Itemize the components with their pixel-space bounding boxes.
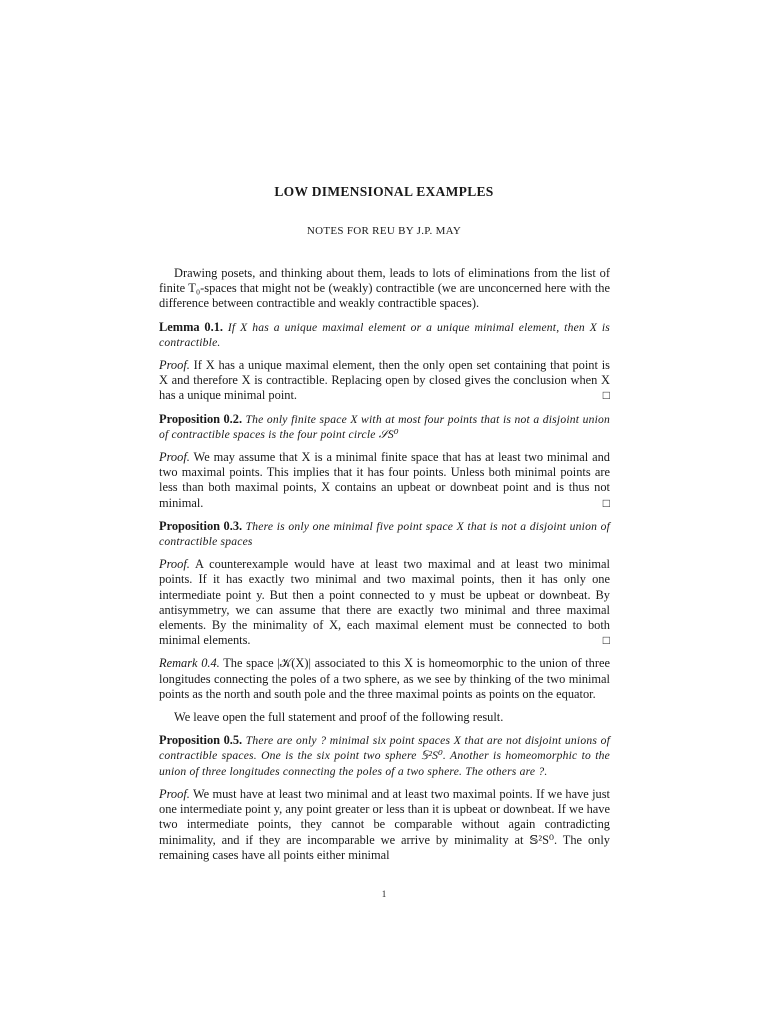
proposition-statement: There are only ? minimal six point spaces X that are not disjoint unions of contractible spaces. One is the six point two sphere 𝕊²S⁰. Another is homeomorphic to the union of three longitudes connecting the poles of a two sphere. The others are ?. — [159, 734, 610, 778]
paper-title: LOW DIMENSIONAL EXAMPLES — [274, 184, 494, 199]
proof-0-5 — [159, 787, 610, 863]
proof-text: If X has a unique maximal element, then the only open set containing that point is X and therefore X is contractible. Replacing open by closed gives the conclusion when X has a unique minimal point. — [159, 358, 610, 403]
proof-text: A counterexample would have at least two maximal and at least two minimal points. If it has exactly two minimal and two maximal points, then it has only one intermediate point y. But then a point connected to y must be upbeat or downbeat. By antisymmetry, we can assume that there are exactly two minimal and three maximal elements. By the minimality of X, each maximal element must be connected to both minimal elements. — [159, 557, 610, 648]
proof-0-2 — [159, 450, 610, 511]
qed-symbol: □ — [602, 633, 610, 648]
proposition-statement: The only finite space X with at most four points that is not a disjoint union of contractible spaces is the four point circle 𝒮S⁰ — [159, 412, 610, 441]
lemma-statement: If X has a unique maximal element or a unique minimal element, then X is contractible. — [159, 320, 610, 349]
proposition-0-3 — [159, 519, 610, 549]
proof-label: Proof. — [159, 557, 190, 572]
proof-label: Proof. — [159, 786, 190, 801]
proposition-0-5 — [159, 733, 610, 779]
proposition-heading: Proposition 0.3. — [159, 518, 243, 533]
qed-symbol: □ — [602, 388, 610, 403]
remark-label: Remark 0.4. — [159, 656, 220, 671]
leave-open-paragraph: We leave open the full statement and proof of the following result. — [174, 710, 504, 725]
proposition-heading: Proposition 0.2. — [159, 411, 243, 426]
intro-paragraph: Drawing posets, and thinking about them, leads to lots of eliminations from the list of finite T₀-spaces that might not be (weakly) contractible (we are unconcerned here with the difference between contractible and weakly contractible spaces). — [159, 266, 610, 311]
qed-symbol: □ — [602, 495, 610, 510]
proof-0-3 — [159, 557, 610, 648]
proof-label: Proof. — [159, 358, 190, 373]
proof-0-1 — [159, 358, 610, 404]
proof-text: We may assume that X is a minimal finite space that has at least two minimal and two maximal points. This implies that it has four points. Unless both minimal points are less than both maximal points, X contains an upbeat or downbeat point and is thus not minimal. — [159, 450, 610, 510]
lemma-0-1 — [159, 320, 610, 350]
proposition-0-2 — [159, 412, 610, 442]
proof-text: We must have at least two minimal and at least two maximal points. If we have just one intermediate point y, any point greater or less than it is upbeat or downbeat. If we have two intermediate points, they cannot be comparable without again contradicting minimality, and if they are incomparable we arrive by minimality at 𝕊²S⁰. The only remaining cases have all points either minimal — [159, 786, 610, 862]
proposition-statement: There is only one minimal five point space X that is not a disjoint union of contractible spaces — [159, 519, 610, 549]
paper-body — [159, 266, 610, 871]
paper-subtitle: NOTES FOR REU BY J.P. MAY — [306, 225, 462, 237]
remark-text: The space |𝒦(X)| associated to this X is homeomorphic to the union of three longitudes connecting the poles of a two sphere, as we see by thinking of the two minimal points as the north and south pole and the three maximal points as points on the equator. — [159, 656, 610, 701]
proof-label: Proof. — [159, 450, 190, 465]
page-number: 1 — [381, 889, 387, 899]
proposition-heading: Proposition 0.5. — [159, 733, 243, 748]
remark-0-4 — [159, 656, 610, 702]
lemma-heading: Lemma 0.1. — [159, 319, 224, 334]
